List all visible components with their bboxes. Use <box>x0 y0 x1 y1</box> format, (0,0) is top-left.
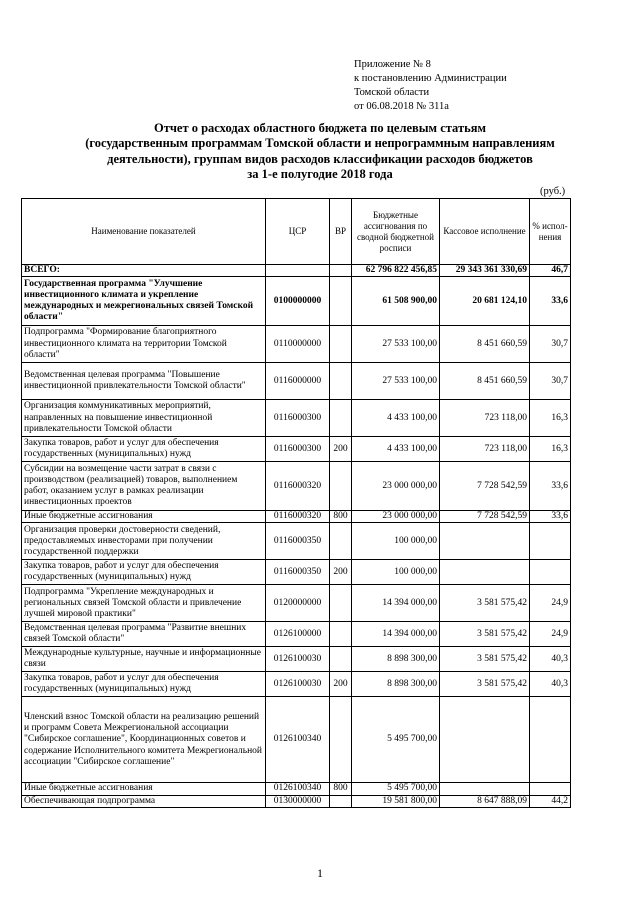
row-vr <box>330 277 352 326</box>
header-vr: ВР <box>330 199 352 265</box>
row-budget: 23 000 000,00 <box>352 511 440 523</box>
row-name: Обеспечивающая подпрограмма <box>22 795 266 807</box>
row-cash: 723 118,00 <box>440 400 530 437</box>
row-cash: 20 681 124,10 <box>440 277 530 326</box>
table-header-row <box>22 199 571 265</box>
row-name: ВСЕГО: <box>22 265 266 277</box>
table-row <box>22 783 571 795</box>
row-csr: 0116000350 <box>266 560 330 585</box>
row-csr: 0116000300 <box>266 437 330 462</box>
table-row <box>22 511 571 523</box>
row-cash: 3 581 575,42 <box>440 672 530 697</box>
row-csr: 0126100000 <box>266 622 330 647</box>
table-row <box>22 560 571 585</box>
row-csr: 0126100030 <box>266 672 330 697</box>
row-budget: 8 898 300,00 <box>352 647 440 672</box>
row-budget: 27 533 100,00 <box>352 326 440 363</box>
table-row <box>22 672 571 697</box>
row-csr: 0110000000 <box>266 326 330 363</box>
row-budget: 4 433 100,00 <box>352 437 440 462</box>
header-name: Наименование показателей <box>22 199 266 265</box>
row-name: Организация коммуникативных мероприятий, направленных на повышение инвестиционной привлекательности Томской области <box>22 400 266 437</box>
row-vr: 800 <box>330 511 352 523</box>
header-budget: Бюджетные ассигнования по сводной бюджетной росписи <box>352 199 440 265</box>
row-vr <box>330 697 352 783</box>
row-pct: 33,6 <box>530 277 571 326</box>
row-vr: 200 <box>330 672 352 697</box>
annex-line: Томской области <box>354 87 430 98</box>
annex-block <box>354 58 507 114</box>
row-budget: 62 796 822 456,85 <box>352 265 440 277</box>
row-pct: 40,3 <box>530 647 571 672</box>
table-row <box>22 795 571 807</box>
title-line: (государственным программам Томской области и непрограммным направлениям <box>85 136 555 151</box>
row-budget: 4 433 100,00 <box>352 400 440 437</box>
table-row <box>22 400 571 437</box>
annex-line: к постановлению Администрации <box>354 73 507 84</box>
row-vr <box>330 647 352 672</box>
row-pct: 40,3 <box>530 672 571 697</box>
row-budget: 27 533 100,00 <box>352 363 440 400</box>
table-row <box>22 523 571 560</box>
row-pct: 33,6 <box>530 511 571 523</box>
row-budget: 5 495 700,00 <box>352 783 440 795</box>
row-cash: 723 118,00 <box>440 437 530 462</box>
table-row <box>22 697 571 783</box>
row-csr <box>266 265 330 277</box>
row-pct: 16,3 <box>530 437 571 462</box>
currency-unit: (руб.) <box>540 186 566 197</box>
row-vr <box>330 523 352 560</box>
expense-report-table <box>21 198 571 808</box>
row-budget: 5 495 700,00 <box>352 697 440 783</box>
row-vr <box>330 795 352 807</box>
row-name: Иные бюджетные ассигнования <box>22 783 266 795</box>
row-vr <box>330 326 352 363</box>
row-cash: 8 451 660,59 <box>440 326 530 363</box>
row-csr: 0100000000 <box>266 277 330 326</box>
row-csr: 0130000000 <box>266 795 330 807</box>
row-vr: 800 <box>330 783 352 795</box>
row-pct <box>530 523 571 560</box>
row-name: Ведомственная целевая программа "Повышение инвестиционной привлекательности Томской области" <box>22 363 266 400</box>
row-vr <box>330 462 352 511</box>
row-pct: 46,7 <box>530 265 571 277</box>
table-row <box>22 462 571 511</box>
row-budget: 100 000,00 <box>352 523 440 560</box>
row-csr: 0120000000 <box>266 585 330 622</box>
title-line: деятельности), группам видов расходов классификации расходов бюджетов <box>107 151 533 166</box>
row-pct: 30,7 <box>530 326 571 363</box>
row-vr <box>330 622 352 647</box>
row-name: Членский взнос Томской области на реализацию решений и программ Совета Межрегиональной ассоциации "Сибирское соглашение", Координационных советов и содержание Исполнительного комитета Межрегиональной ассоциации "Сибирское соглашение" <box>22 697 266 783</box>
row-budget: 100 000,00 <box>352 560 440 585</box>
table-row <box>22 277 571 326</box>
row-name: Организация проверки достоверности сведений, предоставляемых инвесторами при получении государственной поддержки <box>22 523 266 560</box>
row-pct <box>530 783 571 795</box>
row-csr: 0116000320 <box>266 511 330 523</box>
row-budget: 19 581 800,00 <box>352 795 440 807</box>
title-line: Отчет о расходах областного бюджета по целевым статьям <box>154 121 486 135</box>
row-name: Международные культурные, научные и информационные связи <box>22 647 266 672</box>
annex-line: Приложение № 8 <box>354 59 431 70</box>
row-csr: 0126100340 <box>266 783 330 795</box>
row-csr: 0116000300 <box>266 400 330 437</box>
row-name: Субсидии на возмещение части затрат в связи с производством (реализацией) товаров, выполнением работ, оказанием услуг в рамках реализации инвестиционных проектов <box>22 462 266 511</box>
row-vr <box>330 265 352 277</box>
row-pct <box>530 560 571 585</box>
row-cash: 3 581 575,42 <box>440 585 530 622</box>
row-cash: 29 343 361 330,69 <box>440 265 530 277</box>
row-csr: 0126100030 <box>266 647 330 672</box>
row-cash <box>440 783 530 795</box>
row-cash: 7 728 542,59 <box>440 462 530 511</box>
row-name: Государственная программа "Улучшение инвестиционного климата и укрепление международных и межрегиональных связей Томской области" <box>22 277 266 326</box>
table-row <box>22 363 571 400</box>
row-cash <box>440 523 530 560</box>
title-line: за 1-е полугодие 2018 года <box>247 167 393 182</box>
table-row <box>22 622 571 647</box>
row-cash: 3 581 575,42 <box>440 647 530 672</box>
row-pct: 30,7 <box>530 363 571 400</box>
row-pct: 44,2 <box>530 795 571 807</box>
row-cash <box>440 560 530 585</box>
table-row <box>22 585 571 622</box>
row-pct: 16,3 <box>530 400 571 437</box>
row-csr: 0126100340 <box>266 697 330 783</box>
row-vr <box>330 363 352 400</box>
header-cash: Кассовое исполнение <box>440 199 530 265</box>
row-vr: 200 <box>330 437 352 462</box>
row-vr <box>330 400 352 437</box>
page-number: 1 <box>317 866 323 880</box>
row-vr: 200 <box>330 560 352 585</box>
row-cash <box>440 697 530 783</box>
table-row <box>22 437 571 462</box>
row-csr: 0116000350 <box>266 523 330 560</box>
row-name: Закупка товаров, работ и услуг для обеспечения государственных (муниципальных) нужд <box>22 672 266 697</box>
header-pct: % испол-нения <box>530 199 571 265</box>
row-pct: 24,9 <box>530 622 571 647</box>
row-cash: 3 581 575,42 <box>440 622 530 647</box>
row-name: Ведомственная целевая программа "Развитие внешних связей Томской области" <box>22 622 266 647</box>
row-pct: 24,9 <box>530 585 571 622</box>
row-vr <box>330 585 352 622</box>
row-pct: 33,6 <box>530 462 571 511</box>
row-cash: 8 451 660,59 <box>440 363 530 400</box>
row-pct <box>530 697 571 783</box>
row-cash: 7 728 542,59 <box>440 511 530 523</box>
table-row <box>22 326 571 363</box>
row-budget: 23 000 000,00 <box>352 462 440 511</box>
header-csr: ЦСР <box>266 199 330 265</box>
row-budget: 8 898 300,00 <box>352 672 440 697</box>
row-name: Подпрограмма "Формирование благоприятного инвестиционного климата на территории Томской области" <box>22 326 266 363</box>
row-name: Закупка товаров, работ и услуг для обеспечения государственных (муниципальных) нужд <box>22 437 266 462</box>
row-name: Иные бюджетные ассигнования <box>22 511 266 523</box>
report-title <box>0 121 640 183</box>
annex-line: от 06.08.2018 № 311а <box>354 101 449 112</box>
table-body <box>22 265 571 808</box>
row-name: Закупка товаров, работ и услуг для обеспечения государственных (муниципальных) нужд <box>22 560 266 585</box>
row-csr: 0116000000 <box>266 363 330 400</box>
row-budget: 14 394 000,00 <box>352 585 440 622</box>
row-budget: 14 394 000,00 <box>352 622 440 647</box>
table-row <box>22 265 571 277</box>
row-csr: 0116000320 <box>266 462 330 511</box>
row-cash: 8 647 888,09 <box>440 795 530 807</box>
table-row <box>22 647 571 672</box>
row-budget: 61 508 900,00 <box>352 277 440 326</box>
row-name: Подпрограмма "Укрепление международных и региональных связей Томской области и привлечение лучшей мировой практики" <box>22 585 266 622</box>
